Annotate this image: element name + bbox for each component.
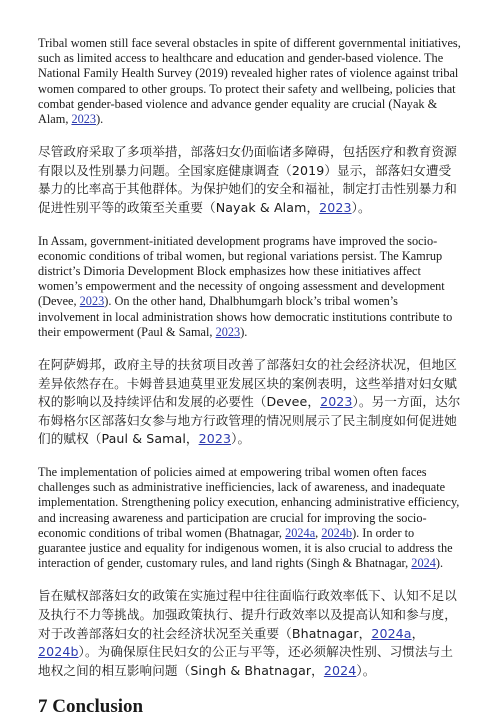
citation-link[interactable]: 2023 (198, 431, 232, 447)
citation-link[interactable]: 2023 (320, 394, 353, 410)
paragraph-en-1 (38, 36, 462, 127)
paragraph-text: ）。 (231, 431, 251, 447)
paragraph-zh-1 (38, 143, 462, 217)
paragraph-text: ). (435, 556, 444, 571)
paragraph-text: ）。 (356, 662, 376, 678)
paragraph-text: The implementation of policies aimed at empowering tribal women often faces challenges such as administrative inefficiencies, lack of awareness, and inadequate implementation. Strengthening policy execution, enhancing administrative efficiency, and increasing awareness and participation are crucial for improving the socio-economic conditions of tribal women (Bhatnagar, (38, 464, 460, 540)
citation-link[interactable]: 2024b (38, 644, 79, 660)
paragraph-zh-3 (38, 587, 462, 680)
paragraph-zh-2 (38, 356, 462, 449)
paragraph-text: 在阿萨姆邦，政府主导的扶贫项目改善了部落妇女的社会经济状况，但地区差异依然存在。卡姆普县迪莫里亚发展区块的案例表明，这些举措对妇女赋权的影响以及持续评估和发展的必要性（Devee， (38, 357, 457, 410)
paragraph-text: In Assam, government-initiated development programs have improved the socio-economic conditions of tribal women, but regional variations persist. The Kamrup district’s Dimoria Development Block emphasizes how these initiatives affect women’s empowerment and the necessity of ongoing assessment and development (Devee, (38, 233, 445, 309)
citation-link[interactable]: 2024a (371, 625, 412, 641)
paragraph-text: 旨在赋权部落妇女的政策在实施过程中往往面临行政效率低下、认知不足以及执行不力等挑战。加强政策执行、提升行政效率以及提高认知和参与度，对于改善部落妇女的社会经济状况至关重要（Bhatnagar， (38, 588, 457, 641)
paragraph-text: ). In order to guarantee justice and equality for indigenous women, it is also crucial to address the interaction of gender, customary rules, and land rights (Singh & Bhatnagar, (38, 525, 453, 571)
citation-link[interactable]: 2024 (323, 662, 357, 678)
paragraph-text: Tribal women still face several obstacles in spite of different governmental initiatives, such as limited access to healthcare and education and gender-based violence. The National Family Health Survey (2019) revealed higher rates of violence against tribal women compared to other groups. To protect their safety and wellbeing, policies that combat gender-based violence and advance gender equality are crucial (Nayak & Alam, (38, 36, 461, 127)
paragraph-text: ). On the other hand, Dhalbhumgarh block’s tribal women’s involvement in local administration shows how democratic institutions contribute to their empowerment (Paul & Samal, (38, 294, 453, 339)
citation-link[interactable]: 2023 (79, 294, 105, 309)
citation-link[interactable]: 2023 (319, 200, 352, 215)
document-page (38, 36, 462, 718)
paragraph-text: ). (96, 112, 104, 127)
paragraph-text: ， (411, 625, 425, 641)
citation-link[interactable]: 2024a (285, 525, 316, 540)
citation-link[interactable]: 2023 (215, 324, 241, 339)
paragraph-text: ）。 (351, 200, 371, 215)
section-heading (38, 696, 462, 718)
paragraph-text: , (315, 525, 322, 540)
paragraph-text: ). (240, 324, 248, 339)
section-title: Conclusion (52, 696, 144, 718)
citation-link[interactable]: 2024 (411, 556, 436, 571)
citation-link[interactable]: 2023 (71, 112, 97, 127)
section-number: 7 (38, 696, 48, 718)
paragraph-text: ）。另一方面，达尔布姆格尔区部落妇女参与地方行政管理的情况则展示了民主制度如何促进她们的赋权（Paul & Samal， (38, 394, 461, 447)
paragraph-text: 尽管政府采取了多项举措，部落妇女仍面临诸多障碍，包括医疗和教育资源有限以及性别暴力问题。全国家庭健康调查（2019）显示，部落妇女遭受暴力的比率高于其他群体。为保护她们的安全和福祉，制定打击性别暴力和促进性别平等的政策至关重要（Nayak & Alam， (38, 144, 457, 215)
citation-link[interactable]: 2024b (321, 525, 353, 540)
paragraph-en-3 (38, 465, 462, 571)
paragraph-text: ）。为确保原住民妇女的公正与平等，还必须解决性别、习惯法与土地权之间的相互影响问题（Singh & Bhatnagar， (38, 644, 454, 678)
paragraph-en-2 (38, 234, 462, 340)
